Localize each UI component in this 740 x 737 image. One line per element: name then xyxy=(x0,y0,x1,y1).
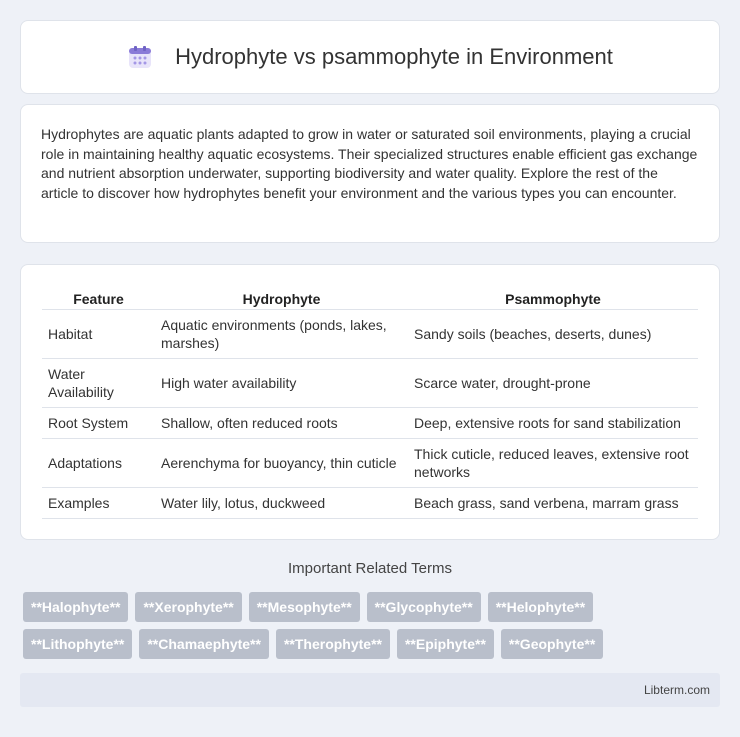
header-card xyxy=(20,20,720,94)
tag-lithophyte[interactable]: **Lithophyte** xyxy=(23,629,132,659)
tag-xerophyte[interactable]: **Xerophyte** xyxy=(135,592,241,622)
table-cell-feature: Examples xyxy=(42,487,155,518)
tag-row xyxy=(23,629,723,659)
tag-chamaephyte[interactable]: **Chamaephyte** xyxy=(139,629,269,659)
table-cell-feature: Habitat xyxy=(42,309,155,358)
table-cell-hydrophyte: High water availability xyxy=(155,358,408,407)
footer xyxy=(20,673,720,707)
comparison-table xyxy=(42,285,698,519)
column-header-feature: Feature xyxy=(42,285,155,309)
table-cell-feature: Water Availability xyxy=(42,358,155,407)
table-row xyxy=(42,487,698,518)
related-terms-tags xyxy=(23,592,723,666)
intro-paragraph: Hydrophytes are aquatic plants adapted to grow in water or saturated soil environments, playing a crucial role in maintaining healthy aquatic ecosystems. Their specialized structures enable efficient gas exchange and nutrient absorption underwater, supporting biodiversity and water quality. Explore the rest of the article to discover how hydrophytes benefit your environment and the various types you can encounter. xyxy=(41,126,698,201)
table-row xyxy=(42,438,698,487)
related-terms-heading: Important Related Terms xyxy=(288,560,452,577)
table-cell-psammophyte: Thick cuticle, reduced leaves, extensive root networks xyxy=(408,438,698,487)
table-row xyxy=(42,407,698,438)
tag-mesophyte[interactable]: **Mesophyte** xyxy=(249,592,360,622)
tag-halophyte[interactable]: **Halophyte** xyxy=(23,592,128,622)
tag-helophyte[interactable]: **Helophyte** xyxy=(488,592,593,622)
table-header-row xyxy=(42,285,698,309)
table-cell-hydrophyte: Shallow, often reduced roots xyxy=(155,407,408,438)
column-header-hydrophyte: Hydrophyte xyxy=(155,285,408,309)
table-cell-feature: Adaptations xyxy=(42,438,155,487)
tag-geophyte[interactable]: **Geophyte** xyxy=(501,629,603,659)
table-cell-feature: Root System xyxy=(42,407,155,438)
table-cell-psammophyte: Beach grass, sand verbena, marram grass xyxy=(408,487,698,518)
comparison-table-card xyxy=(20,264,720,540)
intro-card xyxy=(20,104,720,243)
calendar-icon xyxy=(127,44,153,70)
footer-site-link[interactable]: Libterm.com xyxy=(643,683,710,697)
tag-row xyxy=(23,592,723,622)
table-cell-psammophyte: Sandy soils (beaches, deserts, dunes) xyxy=(408,309,698,358)
table-cell-hydrophyte: Water lily, lotus, duckweed xyxy=(155,487,408,518)
table-cell-hydrophyte: Aerenchyma for buoyancy, thin cuticle xyxy=(155,438,408,487)
table-cell-hydrophyte: Aquatic environments (ponds, lakes, marshes) xyxy=(155,309,408,358)
page-title: Hydrophyte vs psammophyte in Environment xyxy=(175,44,613,69)
column-header-psammophyte: Psammophyte xyxy=(408,285,698,309)
tag-therophyte[interactable]: **Therophyte** xyxy=(276,629,390,659)
table-cell-psammophyte: Scarce water, drought-prone xyxy=(408,358,698,407)
tag-epiphyte[interactable]: **Epiphyte** xyxy=(397,629,494,659)
tag-glycophyte[interactable]: **Glycophyte** xyxy=(367,592,481,622)
table-row xyxy=(42,309,698,358)
table-row xyxy=(42,358,698,407)
table-cell-psammophyte: Deep, extensive roots for sand stabilization xyxy=(408,407,698,438)
